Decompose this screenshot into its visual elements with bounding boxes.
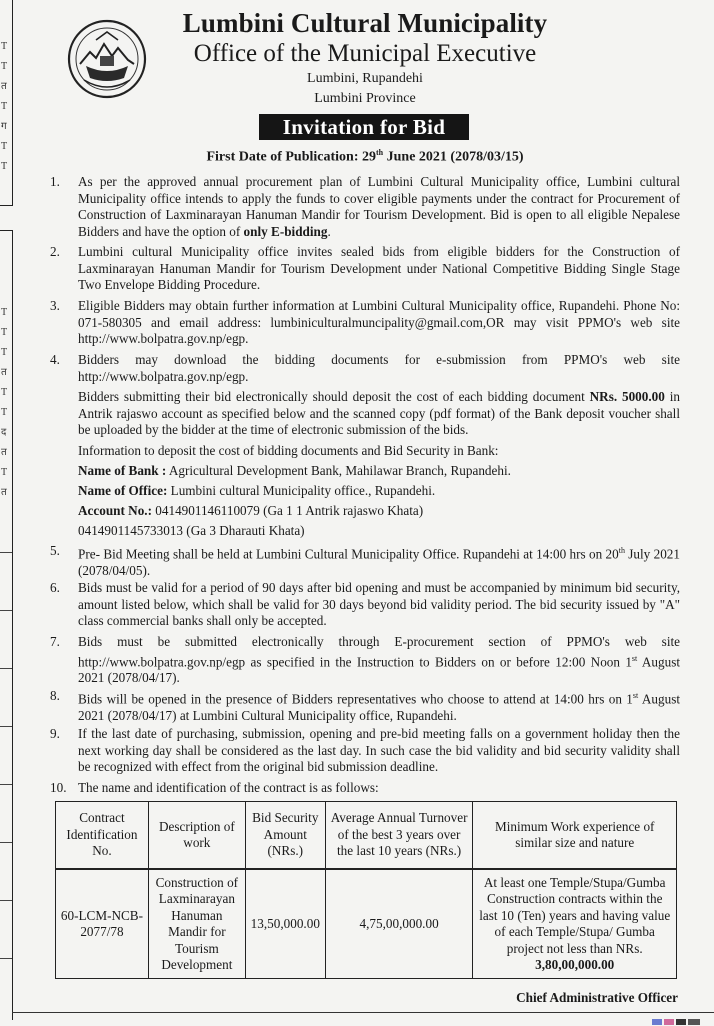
list-item-7: 7. Bids must be submitted electronically through E-procurement section of PPMO's web site http://www.bolpatra.gov.np/egp as specified in the Instruction to Bidders on or before 12:00 Noon 1st August 2021 (2078/04/17). [50,634,680,686]
list-item-5: 5. Pre- Bid Meeting shall be held at Lumbini Cultural Municipality Office. Rupandehi at 14:00 hrs on 20th July 2021 (2078/04/05). [50,543,680,578]
item-number: 8. [50,688,60,703]
left-divider [0,610,12,611]
list-item-1: 1. As per the approved annual procurement plan of Lumbini Cultural Municipality office, Lumbini cultural Municipality office intends to apply the funds to cover eligible payments under the contract for Procurement of Construction of Laxminarayan Hanuman Mandir for Tourism Development. Bid is open to all eligible Nepalese Bidders and have the option of only E-bidding. [50,174,680,239]
item-number: 9. [50,726,60,741]
item-number: 6. [50,580,60,595]
item-text: The name and identification of the contract is as follows: [78,780,379,795]
municipality-title: Lumbini Cultural Municipality [182,8,548,38]
left-fragment: T [1,101,8,112]
contract-table [55,801,677,979]
item-number: 2. [50,244,60,259]
left-divider [0,900,12,901]
list-item-6 [50,580,680,630]
item-bold-text: only E-bidding [243,223,328,239]
left-fragment: T [1,387,8,398]
item-number: 7. [50,634,60,649]
left-fragment: T [1,327,8,338]
left-fragment: ग [1,121,7,132]
left-fragment: T [1,61,8,72]
office-name: Name of Office: Lumbini cultural Municipality office., Rupandehi. [78,483,436,498]
signoff: Chief Administrative Officer [516,990,678,1005]
item-text: Bids must be valid for a period of 90 days after bid opening and must be accompanied by minimum bid security, amount listed below, which shall be valid for 30 days beyond bid validity period. The bid security issued by "A" class commercial banks shall only be accepted. [78,580,680,628]
left-divider [0,668,12,669]
left-fragment: T [1,467,8,478]
item-4-deposit-paragraph: Bidders submitting their bid electronically should deposit the cost of each bidding document NRs. 5000.00 in Antrik rajaswo account as specified below and the scanned copy (pdf format) of the Bank deposit voucher shall be uploaded by the bidder at the time of electronic submission of the bids. [78,389,680,437]
item-4-bank-info-heading: Information to deposit the cost of bidding documents and Bid Security in Bank: [78,443,499,458]
item-number: 10. [50,780,67,795]
column-header: Minimum Work experience of similar size and nature [473,802,677,870]
address-line-1: Lumbini, Rupandehi [307,71,423,86]
list-item-10 [50,780,680,797]
page-corner-mark-icon [652,1018,702,1026]
left-divider [0,552,12,553]
item-text: Eligible Bidders may obtain further information at Lumbini Cultural Municipality office, Rupandehi. Phone No: 071-580305 and email address: lumbiniculturalmuncipality@gmail.com,OR may visit PPMO's web site http://www.bolpatra.gov.np/egp. [78,298,680,346]
left-fragment: T [1,307,8,318]
item-text: Lumbini cultural Municipality office invites sealed bids from eligible bidders for the Construction of Laxminarayan Hanuman Mandir for Tourism Development under National Competitive Bidding Single Stage Two Envelope Bidding Procedure. [78,244,680,292]
list-item-2 [50,244,680,294]
notice-title: Invitation for Bid [259,114,469,140]
left-fragment: त [1,81,7,92]
bank-name: Name of Bank : Agricultural Development Bank, Mahilawar Branch, Rupandehi. [78,463,511,478]
experience-cell: At least one Temple/Stupa/Gumba Construction contracts within the last 10 (Ten) years and having value of each Temple/Stupa/ Gumba project not less than NRs. 3,80,00,000.00 [473,869,677,979]
left-fragment: T [1,141,8,152]
left-divider [0,958,12,959]
table-row [56,869,677,979]
left-fragment: T [1,41,8,52]
left-fragment: त [1,367,7,378]
column-header: Description of work [148,802,245,870]
publication-date: First Date of Publication: 29th June 2021 (2078/03/15) [206,148,524,165]
left-fragment: T [1,347,8,358]
item-text: As per the approved annual procurement plan of Lumbini Cultural Municipality office, Lumbini cultural Municipality office intends to apply the funds to cover eligible payments under the contract for Procurement of Construction of Laxminarayan Hanuman Mandir for Tourism Development. Bid is open to all eligible Nepalese Bidders and have the option of [78,174,680,239]
item-number: 1. [50,174,60,189]
bottom-divider [12,1012,714,1013]
column-header: Contract Identification No. [56,802,149,870]
contract-id-cell: 60-LCM-NCB-2077/78 [56,869,149,979]
left-fragment: त [1,447,7,458]
column-header: Bid Security Amount (NRs.) [245,802,325,870]
list-item-3 [50,298,680,348]
address-line-2: Lumbini Province [314,91,416,106]
left-fragment: T [1,407,8,418]
turnover-cell: 4,75,00,000.00 [325,869,473,979]
item-number: 3. [50,298,60,313]
account-number: Account No.: 0414901146110079 (Ga 1 1 Antrik rajaswo Khata) [78,503,424,518]
left-divider [0,842,12,843]
left-divider [0,726,12,727]
left-fragment: T [1,161,8,172]
list-item-9 [50,726,680,776]
municipality-seal-icon [66,18,148,100]
list-item-8: 8. Bids will be opened in the presence of Bidders representatives who choose to attend at 14:00 hrs on 1st August 2021 (2078/04/17) at Lumbini Cultural Municipality office, Rupandehi. [50,688,681,723]
item-number: 5. [50,543,60,558]
office-subtitle: Office of the Municipal Executive [193,40,537,67]
description-cell: Construction of Laxminarayan Hanuman Mandir for Tourism Development [148,869,245,979]
table-header-row [56,802,677,870]
left-divider [0,784,12,785]
column-header: Average Annual Turnover of the best 3 years over the last 10 years (NRs.) [325,802,473,870]
left-fragment: त [1,487,7,498]
item-text: If the last date of purchasing, submission, opening and pre-bid meeting falls on a government holiday then the next working day shall be considered as the last day. In such case the bid validity and bid security validity shall be recognized with effect from the original bid submission deadline. [78,726,680,774]
item-number: 4. [50,352,60,367]
bid-security-cell: 13,50,000.00 [245,869,325,979]
left-fragment: द [1,427,7,438]
item-text: Bidders may download the bidding documents for e-submission from PPMO's web site http://www.bolpatra.gov.np/egp. [78,352,680,384]
account-number-2: 0414901145733013 (Ga 3 Dharauti Khata) [78,523,305,538]
list-item-4 [50,352,680,385]
